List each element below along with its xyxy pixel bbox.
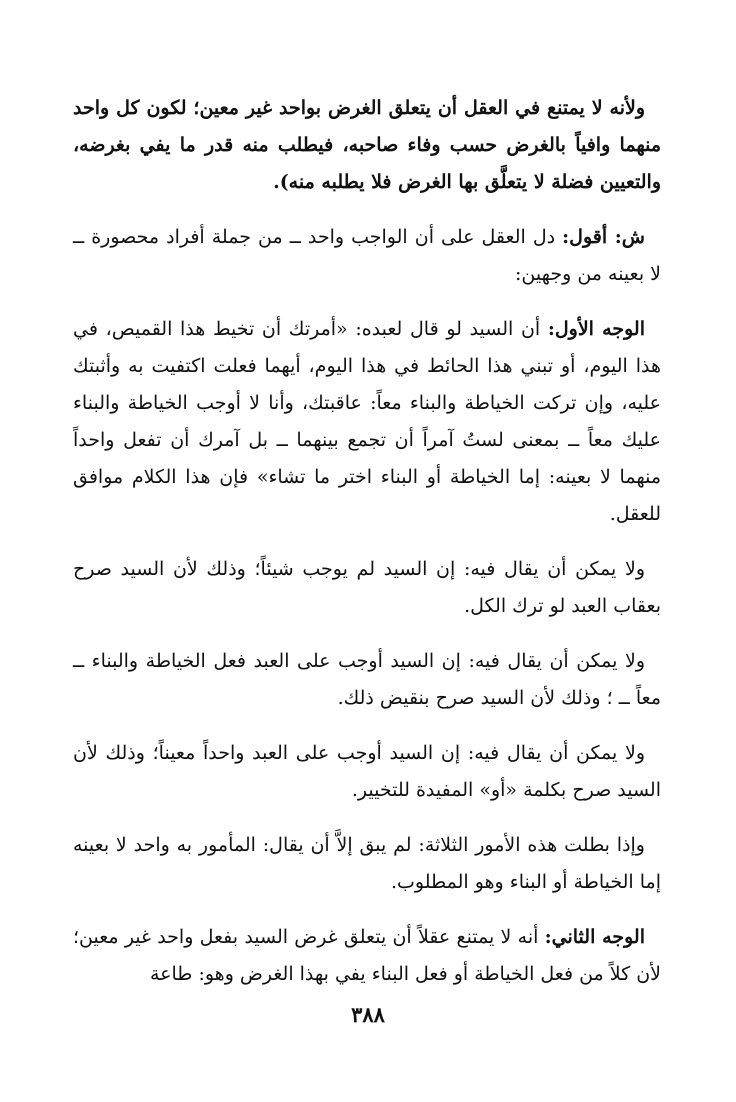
paragraph-conclusion	[73, 827, 661, 901]
paragraph-text: أنه لا يمتنع عقلاً أن يتعلق غرض السيد بفعل واحد غير معين؛ لأن كلاً من فعل الخياطة أو فعل البناء يفي بهذا الغرض وهو: طاعة	[73, 926, 661, 985]
paragraph-lead: الوجه الأول:	[547, 318, 645, 340]
page-body	[73, 90, 661, 1011]
paragraph-quote	[73, 90, 661, 201]
paragraph-objection-3	[73, 735, 661, 809]
paragraph-text: ولأنه لا يمتنع في العقل أن يتعلق الغرض بواحد غير معين؛ لكون كل واحد منهما وافياً بالغرض حسب وفاء صاحبه، فيطلب منه قدر ما يفي بغرضه، والتعيين فضلة لا يتعلَّق بها الغرض فلا يطلبه منه).	[73, 97, 661, 193]
paragraph-text: ولا يمكن أن يقال فيه: إن السيد لم يوجب شيئاً؛ وذلك لأن السيد صرح بعقاب العبد لو ترك الكل.	[73, 558, 661, 617]
paragraph-second-aspect	[73, 919, 661, 993]
paragraph-lead: الوجه الثاني:	[544, 926, 645, 948]
paragraph-first-aspect	[73, 311, 661, 533]
paragraph-text: وإذا بطلت هذه الأمور الثلاثة: لم يبق إلاَّ أن يقال: المأمور به واحد لا بعينه إما الخياطة أو البناء وهو المطلوب.	[73, 834, 661, 893]
paragraph-lead: ش: أقول:	[562, 226, 645, 248]
paragraph-objection-1	[73, 551, 661, 625]
paragraph-text: أن السيد لو قال لعبده: «أمرتك أن تخيط هذا القميص، في هذا اليوم، أو تبني هذا الحائط في هذا اليوم، أيهما فعلت اكتفيت به وأثبتك عليه، وإن تركت الخياطة والبناء معاً: عاقبتك، وأنا لا أوجب الخياطة والبناء عليك معاً ــ بمعنى لستُ آمراً أن تجمع بينهما ــ بل آمرك أن تفعل واحداً منهما لا بعينه: إما الخياطة أو البناء اختر ما تشاء» فإن هذا الكلام موافق للعقل.	[73, 318, 661, 525]
page-number: ٣٨٨	[351, 1002, 385, 1027]
paragraph-text: دل العقل على أن الواجب واحد ــ من جملة أفراد محصورة ــ لا بعينه من وجهين:	[73, 226, 661, 285]
paragraph-commentary-intro	[73, 219, 661, 293]
paragraph-objection-2	[73, 643, 661, 717]
paragraph-text: ولا يمكن أن يقال فيه: إن السيد أوجب على العبد واحداً معيناً؛ وذلك لأن السيد صرح بكلمة «أو» المفيدة للتخيير.	[73, 742, 661, 801]
paragraph-text: ولا يمكن أن يقال فيه: إن السيد أوجب على العبد فعل الخياطة والبناء ــ معاً ــ ؛ وذلك لأن السيد صرح بنقيض ذلك.	[73, 650, 661, 709]
